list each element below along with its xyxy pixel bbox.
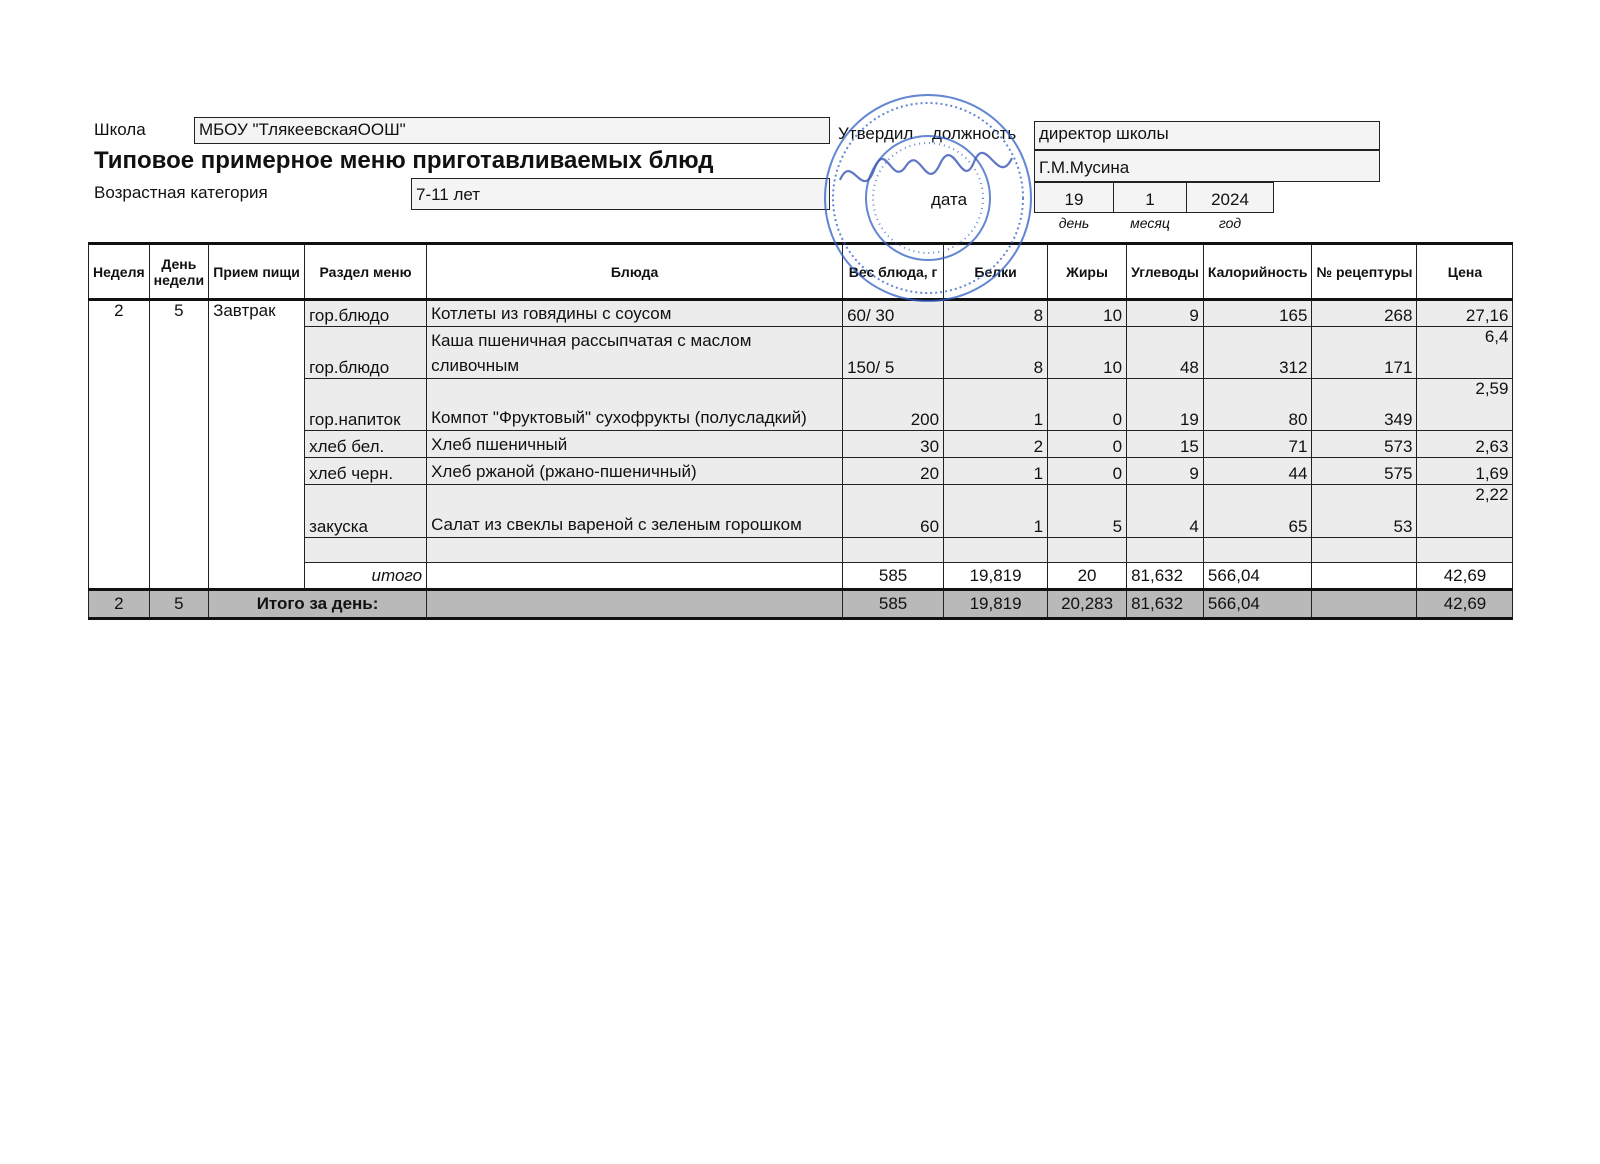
section-cell: закуска — [305, 485, 427, 538]
calories-cell: 44 — [1203, 458, 1312, 485]
date-year-field: 2024 — [1186, 182, 1274, 213]
menu-table — [88, 242, 1513, 620]
carbs-cell: 9 — [1127, 300, 1204, 327]
fat-cell: 10 — [1048, 327, 1127, 379]
position-field: директор школы — [1034, 121, 1380, 150]
meal-cell: Завтрак — [209, 300, 305, 590]
dish-cell: Хлеб ржаной (ржано-пшеничный) — [427, 458, 843, 485]
header-dish: Блюда — [427, 244, 843, 300]
subtotal-carbs: 81,632 — [1127, 563, 1204, 590]
day-total-price: 42,69 — [1417, 590, 1513, 619]
protein-cell: 1 — [944, 485, 1048, 538]
weight-cell: 60/ 30 — [843, 300, 944, 327]
subtotal-protein: 19,819 — [944, 563, 1048, 590]
school-field: МБОУ "ТлякеевскаяООШ" — [194, 117, 830, 144]
section-cell: хлеб бел. — [305, 431, 427, 458]
age-category-field: 7-11 лет — [411, 178, 830, 210]
header-price: Цена — [1417, 244, 1513, 300]
dish-cell: Котлеты из говядины с соусом — [427, 300, 843, 327]
protein-cell: 2 — [944, 431, 1048, 458]
recipe-cell: 573 — [1312, 431, 1417, 458]
recipe-cell: 53 — [1312, 485, 1417, 538]
day-total-label: Итого за день: — [209, 590, 427, 619]
header-calories: Калорийность — [1203, 244, 1312, 300]
calories-cell: 71 — [1203, 431, 1312, 458]
date-month-field: 1 — [1113, 182, 1187, 213]
signature-scribble — [840, 153, 1012, 181]
section-cell: гор.напиток — [305, 379, 427, 431]
price-cell: 6,4 — [1417, 327, 1513, 379]
position-label: должность — [932, 124, 1017, 143]
header-weight: Вес блюда, г — [843, 244, 944, 300]
recipe-cell: 171 — [1312, 327, 1417, 379]
weight-cell: 150/ 5 — [843, 327, 944, 379]
protein-cell: 1 — [944, 458, 1048, 485]
carbs-cell: 19 — [1127, 379, 1204, 431]
protein-cell: 1 — [944, 379, 1048, 431]
header-weekday: День недели — [149, 244, 208, 300]
price-cell: 2,22 — [1417, 485, 1513, 538]
header-protein: Белки — [944, 244, 1048, 300]
weight-cell: 60 — [843, 485, 944, 538]
day-total-weekday: 5 — [149, 590, 208, 619]
carbs-cell: 15 — [1127, 431, 1204, 458]
header-meal: Прием пищи — [209, 244, 305, 300]
dish-cell: Хлеб пшеничный — [427, 431, 843, 458]
carbs-cell: 4 — [1127, 485, 1204, 538]
school-label: Школа — [94, 120, 146, 139]
section-cell: гор.блюдо — [305, 327, 427, 379]
fat-cell: 0 — [1048, 431, 1127, 458]
weight-cell: 20 — [843, 458, 944, 485]
subtotal-price: 42,69 — [1417, 563, 1513, 590]
date-day-field: 19 — [1034, 182, 1114, 213]
day-total-fat: 20,283 — [1048, 590, 1127, 619]
header-carbs: Углеводы — [1127, 244, 1204, 300]
header-recipe: № рецептуры — [1312, 244, 1417, 300]
calories-cell: 65 — [1203, 485, 1312, 538]
header-section: Раздел меню — [305, 244, 427, 300]
weight-cell: 200 — [843, 379, 944, 431]
age-category-label: Возрастная категория — [94, 183, 268, 202]
day-total-carbs: 81,632 — [1127, 590, 1204, 619]
month-caption: месяц — [1130, 215, 1170, 231]
subtotal-label: итого — [305, 563, 427, 590]
director-name-field: Г.М.Мусина — [1034, 150, 1380, 182]
day-total-row — [89, 590, 1513, 619]
price-cell: 27,16 — [1417, 300, 1513, 327]
subtotal-fat: 20 — [1048, 563, 1127, 590]
recipe-cell: 349 — [1312, 379, 1417, 431]
price-cell: 2,59 — [1417, 379, 1513, 431]
price-cell: 1,69 — [1417, 458, 1513, 485]
day-caption: день — [1058, 215, 1090, 231]
protein-cell: 8 — [944, 300, 1048, 327]
table-header-row — [89, 244, 1513, 300]
section-cell: хлеб черн. — [305, 458, 427, 485]
fat-cell: 0 — [1048, 458, 1127, 485]
carbs-cell: 9 — [1127, 458, 1204, 485]
dish-cell: Компот "Фруктовый" сухофрукты (полусладкий) — [427, 379, 843, 431]
recipe-cell: 268 — [1312, 300, 1417, 327]
weight-cell: 30 — [843, 431, 944, 458]
year-caption: год — [1218, 215, 1242, 231]
date-label: дата — [931, 190, 968, 209]
header-week: Неделя — [89, 244, 150, 300]
weekday-cell: 5 — [149, 300, 208, 590]
fat-cell: 0 — [1048, 379, 1127, 431]
day-total-calories: 566,04 — [1203, 590, 1312, 619]
subtotal-calories: 566,04 — [1203, 563, 1312, 590]
calories-cell: 165 — [1203, 300, 1312, 327]
subtotal-weight: 585 — [843, 563, 944, 590]
header-fat: Жиры — [1048, 244, 1127, 300]
carbs-cell: 48 — [1127, 327, 1204, 379]
dish-cell: Каша пшеничная рассыпчатая с маслом сливочным — [427, 327, 843, 379]
day-total-week: 2 — [89, 590, 150, 619]
approved-label: Утвердил — [838, 124, 914, 143]
document-title: Типовое примерное меню приготавливаемых блюд — [94, 147, 714, 174]
protein-cell: 8 — [944, 327, 1048, 379]
recipe-cell: 575 — [1312, 458, 1417, 485]
week-cell: 2 — [89, 300, 150, 590]
fat-cell: 5 — [1048, 485, 1127, 538]
day-total-weight: 585 — [843, 590, 944, 619]
table-row — [89, 300, 1513, 327]
calories-cell: 80 — [1203, 379, 1312, 431]
fat-cell: 10 — [1048, 300, 1127, 327]
section-cell: гор.блюдо — [305, 300, 427, 327]
dish-cell: Салат из свеклы вареной с зеленым горошком — [427, 485, 843, 538]
day-total-protein: 19,819 — [944, 590, 1048, 619]
price-cell: 2,63 — [1417, 431, 1513, 458]
calories-cell: 312 — [1203, 327, 1312, 379]
